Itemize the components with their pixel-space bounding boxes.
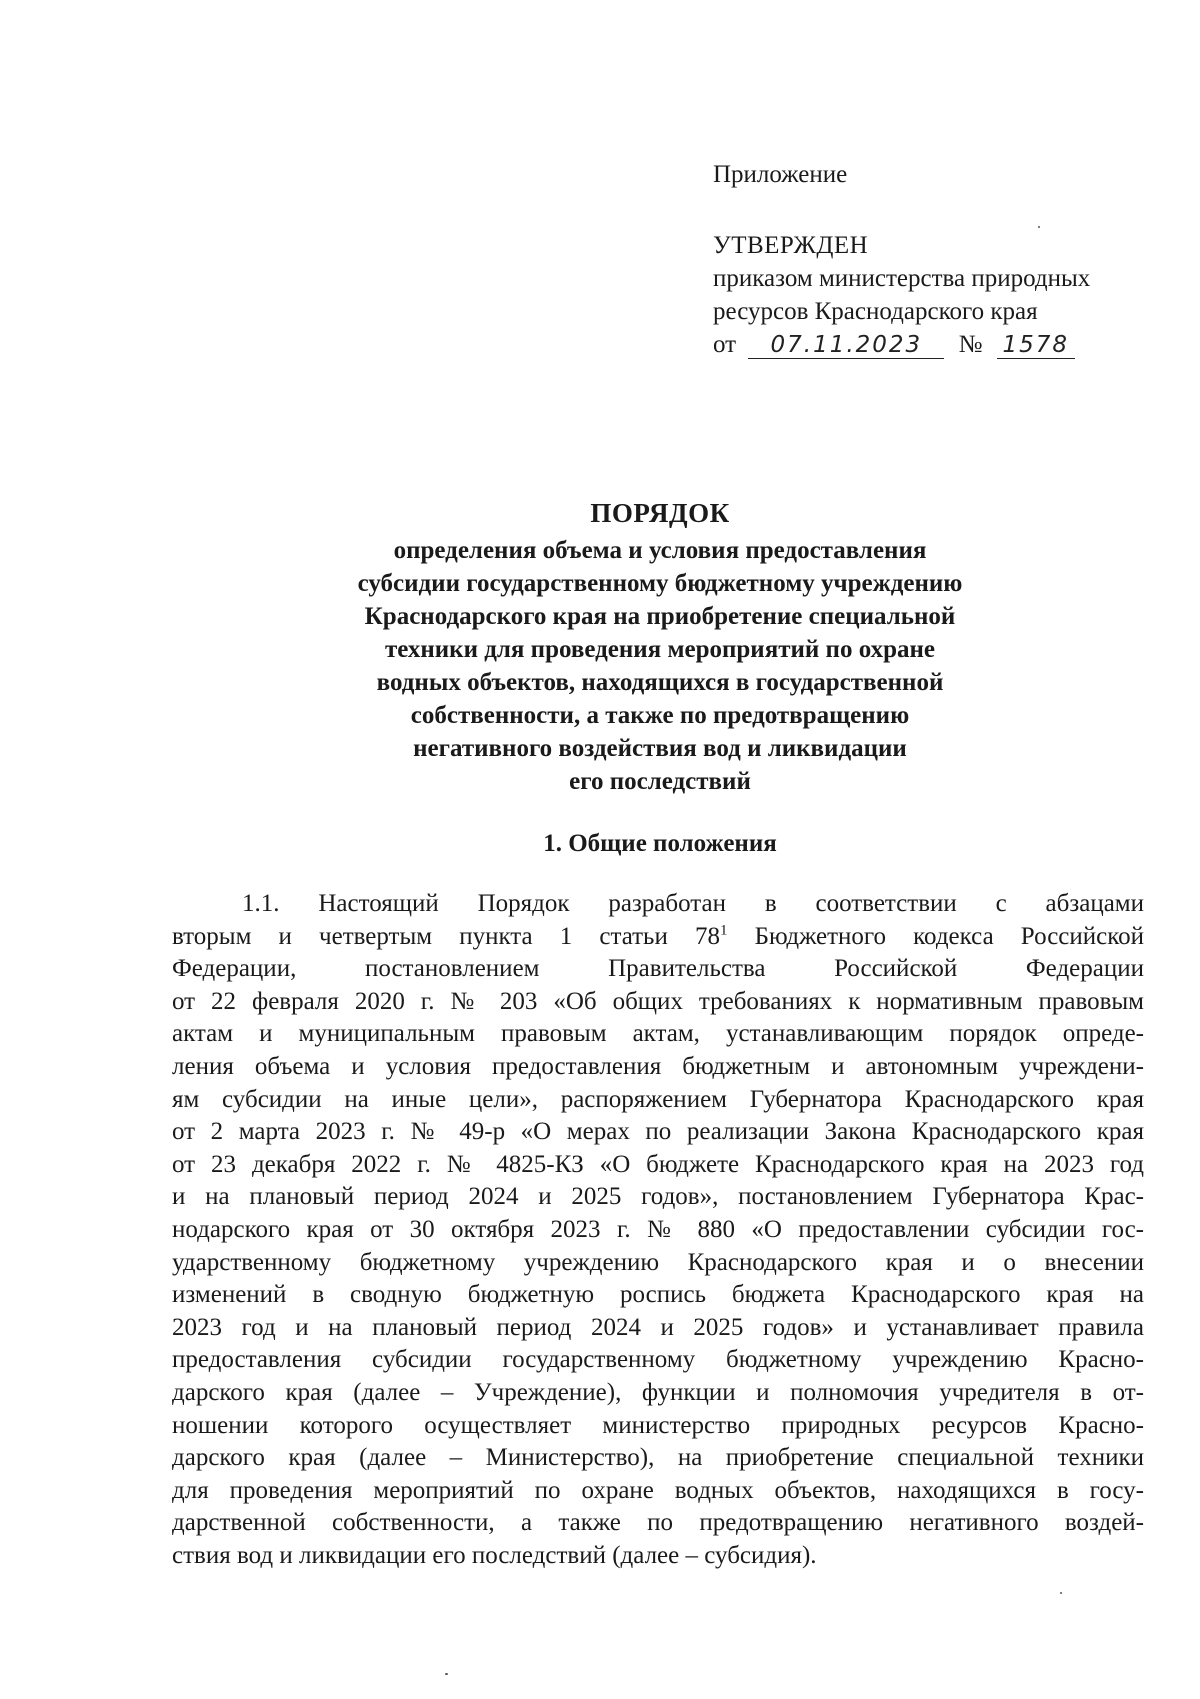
subtitle-line: негативного воздействия вод и ликвидации (413, 735, 907, 762)
paragraph-line: для проведения мероприятий по охране водных объектов, находящихся в госу- (172, 1476, 1144, 1504)
approval-date-number-row (713, 328, 1173, 361)
paragraph-line: ударственному бюджетному учреждению Краснодарского края и о внесении (172, 1248, 1144, 1276)
paragraph-line (172, 921, 1144, 954)
paragraph-line: предоставления субсидии государственному бюджетному учреждению Красно- (172, 1346, 1144, 1374)
paragraph-text: вторым и четвертым пункта 1 статьи 78 (172, 922, 720, 950)
paragraph-line: ствия вод и ликвидации его последствий (далее – субсидия). (172, 1541, 817, 1569)
handwritten-date: 07.11.2023 (748, 332, 944, 359)
paragraph-text: Бюджетного кодекса Российской (727, 922, 1144, 950)
document-title: ПОРЯДОК (590, 498, 730, 528)
paragraph-line: ношении которого осуществляет министерство природных ресурсов Красно- (172, 1411, 1144, 1439)
paragraph-line: нодарского края от 30 октября 2023 г. № 880 «О предоставлении субсидии гос- (172, 1215, 1144, 1243)
document-subtitle (270, 534, 1050, 798)
paragraph-line: ления объема и условия предоставления бюджетным и автономным учреждени- (172, 1052, 1144, 1080)
paragraph-line: Федерации, постановлением Правительства Российской Федерации (172, 955, 1144, 983)
subtitle-line: техники для проведения мероприятий по охране (384, 636, 935, 663)
approval-line-1: приказом министерства природных (713, 265, 1091, 292)
scan-speck (445, 1673, 448, 1675)
paragraph-line: и на плановый период 2024 и 2025 годов», постановлением Губернатора Крас- (172, 1183, 1144, 1211)
document-title-block (270, 497, 1050, 798)
paragraph-line: дарственной собственности, а также по предотвращению негативного воздей- (172, 1509, 1144, 1537)
section-heading: 1. Общие положения (543, 830, 777, 857)
subtitle-line: Краснодарского края на приобретение специальной (364, 603, 956, 630)
paragraph-line: от 2 марта 2023 г. № 49-р «О мерах по реализации Закона Краснодарского края (172, 1118, 1144, 1146)
date-prefix: от (713, 331, 737, 358)
handwritten-number: 1578 (997, 332, 1075, 359)
paragraph-line: от 22 февраля 2020 г. № 203 «Об общих требованиях к нормативным правовым (172, 987, 1144, 1015)
paragraph-line: дарского края (далее – Учреждение), функции и полномочия учредителя в от- (172, 1378, 1144, 1406)
subtitle-line: определения объема и условия предоставления (393, 537, 927, 564)
paragraph-line: ям субсидии на иные цели», распоряжением Губернатора Краснодарского края (172, 1085, 1144, 1113)
paragraph-line: 2023 год и на плановый период 2024 и 2025 годов» и устанавливает правила (172, 1313, 1144, 1341)
footnote-superscript: 1 (719, 922, 728, 939)
paragraph-1-1 (172, 888, 1144, 1572)
approved-label: УТВЕРЖДЕН (713, 232, 869, 259)
paragraph-line: 1.1. Настоящий Порядок разработан в соответствии с абзацами (242, 890, 1144, 917)
paragraph-line: изменений в сводную бюджетную роспись бюджета Краснодарского края на (172, 1281, 1144, 1309)
subtitle-line: его последствий (569, 768, 751, 795)
subtitle-line: субсидии государственному бюджетному учреждению (357, 570, 963, 597)
scan-speck (1060, 1592, 1062, 1594)
number-prefix: № (958, 331, 983, 358)
scan-speck (1038, 226, 1040, 228)
appendix-label: Приложение (713, 161, 848, 188)
subtitle-line: собственности, а также по предотвращению (410, 702, 910, 729)
paragraph-line: актам и муниципальным правовым актам, устанавливающим порядок опреде- (172, 1020, 1144, 1048)
approval-block (713, 158, 1173, 361)
subtitle-line: водных объектов, находящихся в государственной (376, 669, 944, 696)
approval-line-2: ресурсов Краснодарского края (713, 298, 1038, 325)
paragraph-line: от 23 декабря 2022 г. № 4825-КЗ «О бюджете Краснодарского края на 2023 год (172, 1150, 1144, 1178)
paragraph-line: дарского края (далее – Министерство), на приобретение специальной техники (172, 1444, 1144, 1472)
